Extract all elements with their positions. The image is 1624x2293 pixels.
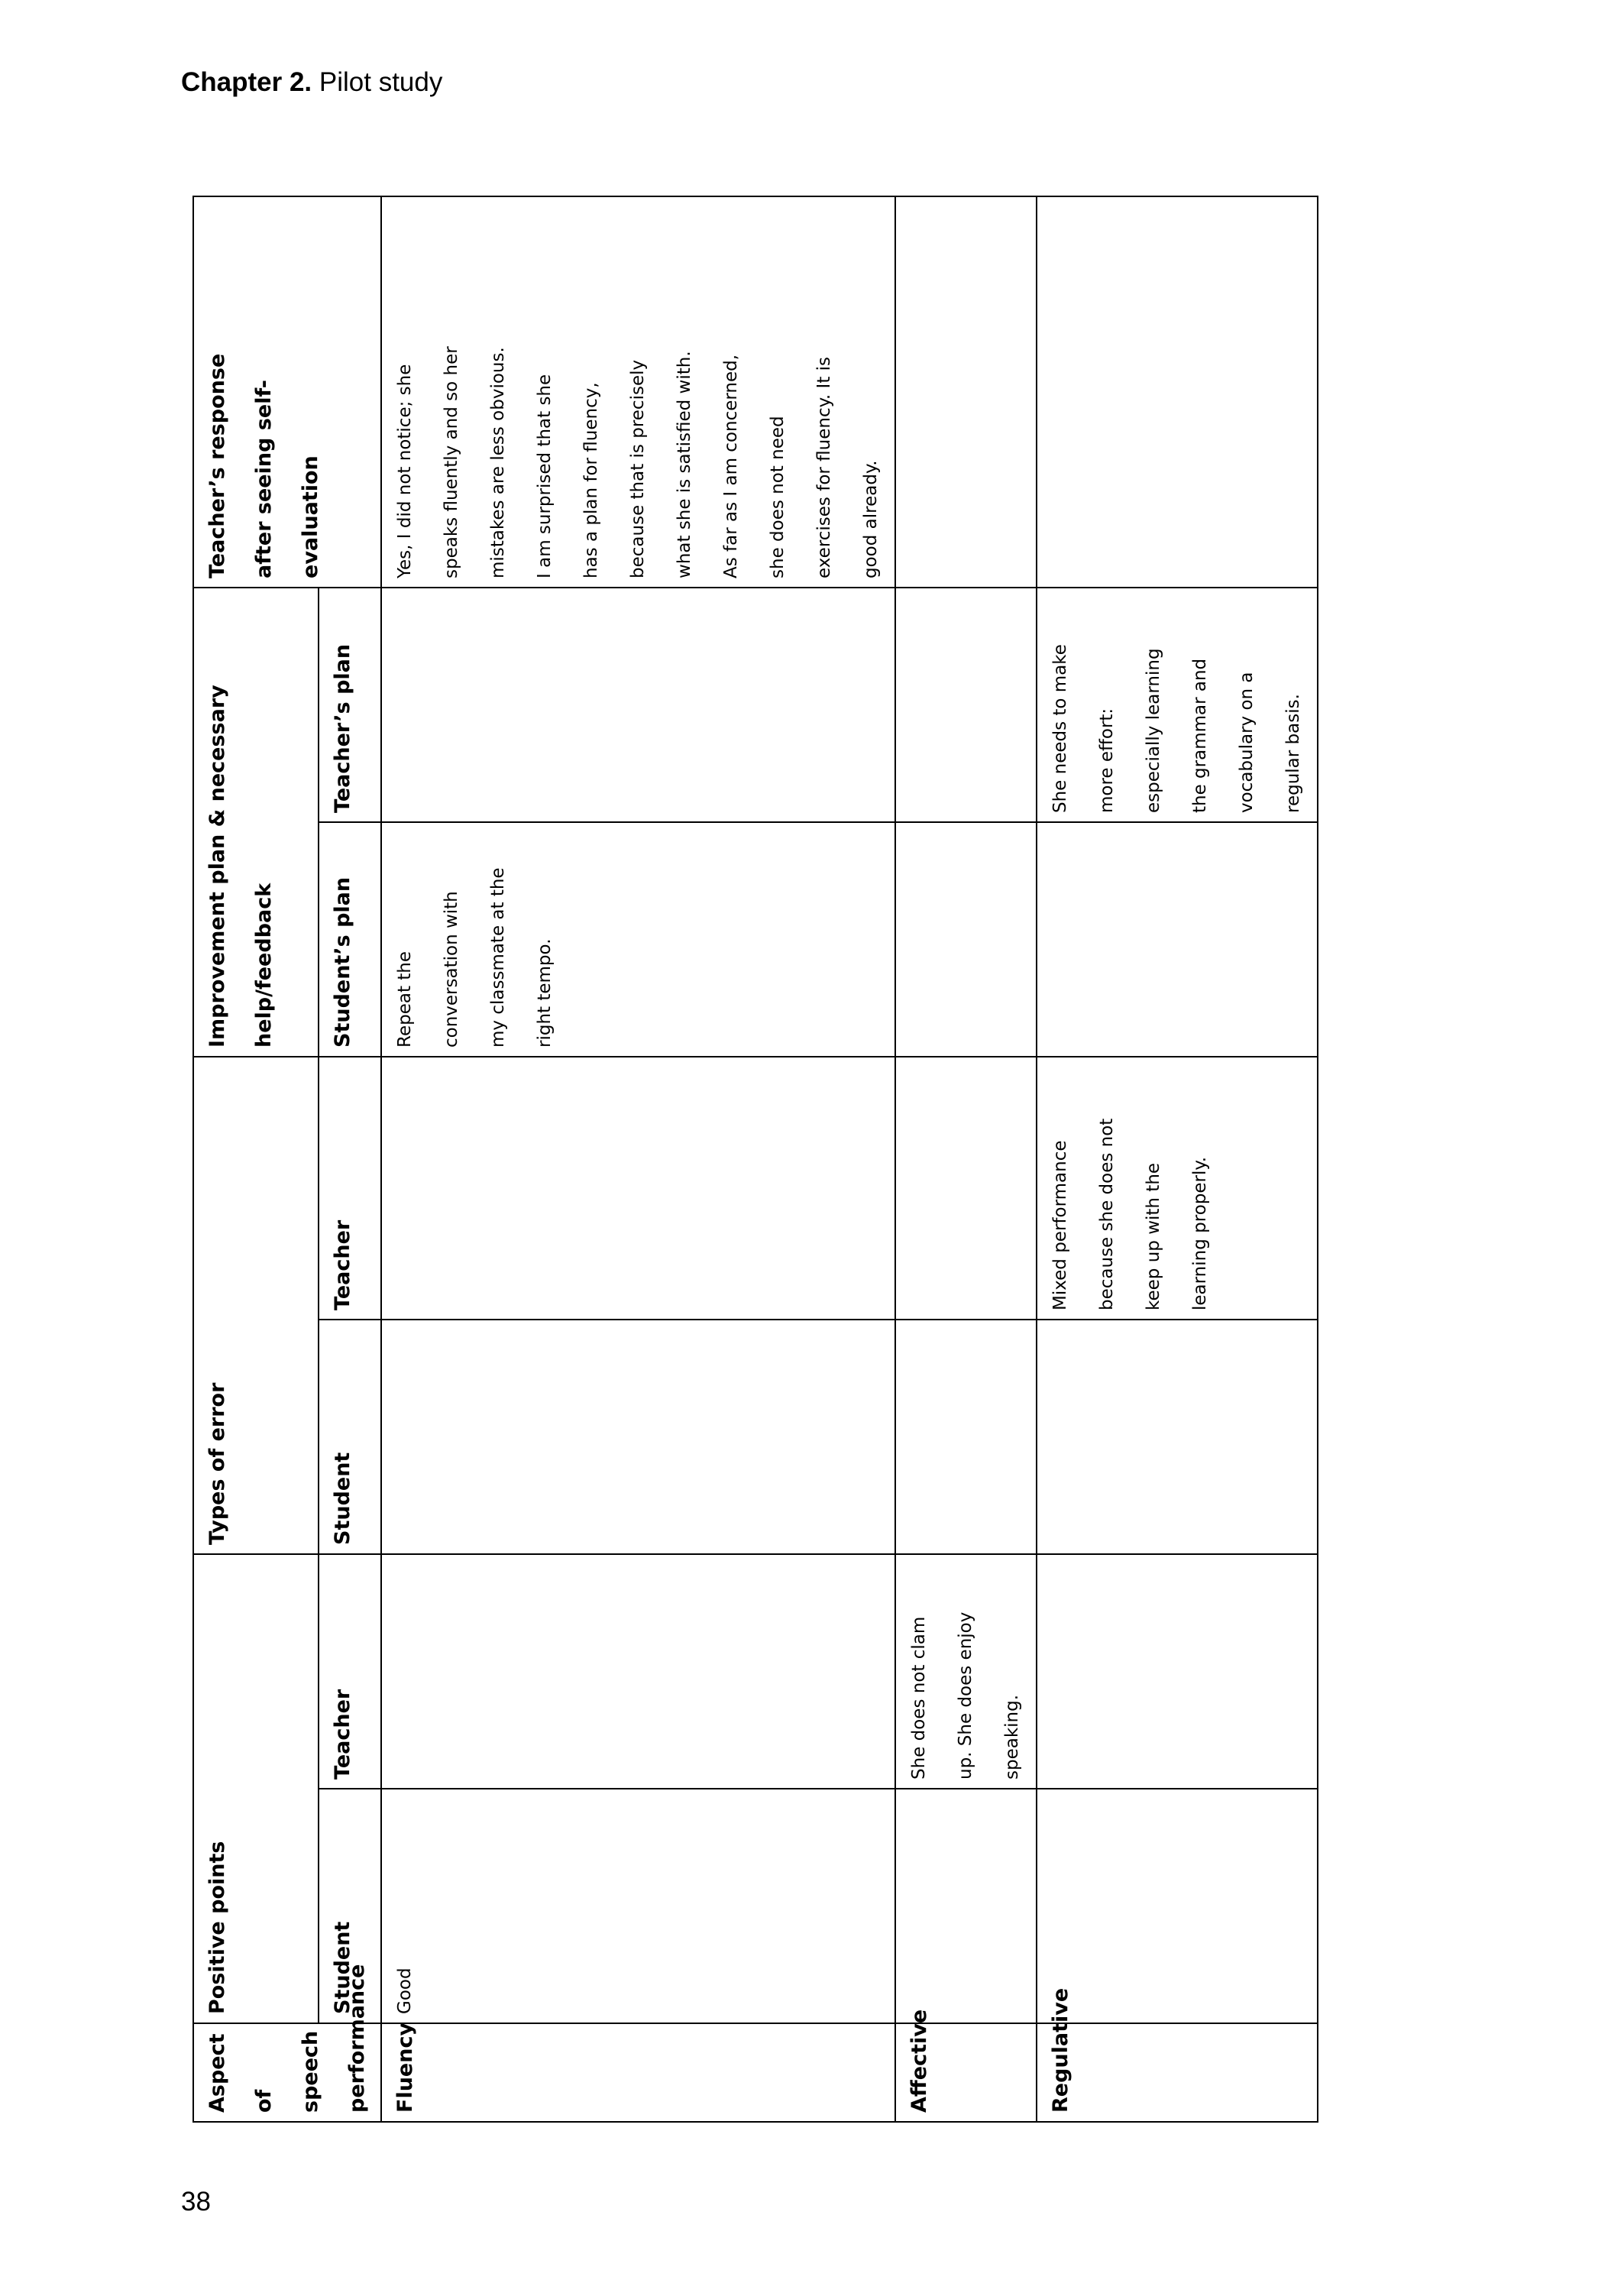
cell-error-student xyxy=(1037,1320,1318,1554)
row-label: Affective xyxy=(895,2023,1037,2122)
cell-student-plan xyxy=(1037,822,1318,1057)
running-header xyxy=(181,67,442,98)
evaluation-table xyxy=(192,196,1318,2123)
cell-student-plan: Repeat the conversation with my classmate at the right tempo. xyxy=(381,822,895,1057)
table-row-fluency xyxy=(381,196,895,2122)
cell-error-student xyxy=(381,1320,895,1554)
table-row-affective xyxy=(895,196,1037,2122)
subheader-error-student: Student xyxy=(319,1320,381,1554)
cell-positive-teacher xyxy=(1037,1554,1318,1789)
cell-student-plan xyxy=(895,822,1037,1057)
cell-error-teacher xyxy=(381,1057,895,1320)
cell-error-teacher: Mixed performance because she does not keep up with the learning properly. xyxy=(1037,1057,1318,1320)
header-teacher-response: Teacher’s response after seeing self- evaluation xyxy=(193,196,381,588)
subheader-teacher-plan: Teacher’s plan xyxy=(319,588,381,822)
cell-positive-student xyxy=(1037,1789,1318,2023)
cell-teacher-plan xyxy=(895,588,1037,822)
subheader-positive-teacher: Teacher xyxy=(319,1554,381,1789)
cell-teacher-response: Yes, I did not notice; she speaks fluently and so her mistakes are less obvious. I am surprised that she has a plan for fluency, because that is precisely what she is satisfied with. As far as I am concerned, she does not need exercises for fluency. It is good already. xyxy=(381,196,895,588)
chapter-label: Chapter 2. xyxy=(181,67,312,97)
subheader-positive-student: Student xyxy=(319,1789,381,2023)
cell-teacher-response xyxy=(1037,196,1318,588)
cell-teacher-plan: She needs to make more effort: especially learning the grammar and vocabulary on a regular basis. xyxy=(1037,588,1318,822)
cell-error-teacher xyxy=(895,1057,1037,1320)
cell-positive-student: Good xyxy=(381,1789,895,2023)
header-types-of-error: Types of error xyxy=(193,1057,319,1554)
header-improvement-plan: Improvement plan & necessary help/feedback xyxy=(193,588,319,1057)
page-number: 38 xyxy=(181,2187,211,2217)
subheader-error-teacher: Teacher xyxy=(319,1057,381,1320)
subheader-student-plan: Student’s plan xyxy=(319,822,381,1057)
cell-positive-student xyxy=(895,1789,1037,2023)
header-aspect: Aspect of speech performance xyxy=(193,2023,381,2122)
header-row xyxy=(193,196,319,2122)
cell-positive-teacher: She does not clam up. She does enjoy speaking. xyxy=(895,1554,1037,1789)
row-label: Fluency xyxy=(381,2023,895,2122)
rotated-table-container xyxy=(192,197,1303,2123)
cell-error-student xyxy=(895,1320,1037,1554)
cell-positive-teacher xyxy=(381,1554,895,1789)
header-positive-points: Positive points xyxy=(193,1554,319,2023)
chapter-title: Pilot study xyxy=(319,67,443,97)
row-label: Regulative xyxy=(1037,2023,1318,2122)
table-row-regulative xyxy=(1037,196,1318,2122)
cell-teacher-plan xyxy=(381,588,895,822)
cell-teacher-response xyxy=(895,196,1037,588)
